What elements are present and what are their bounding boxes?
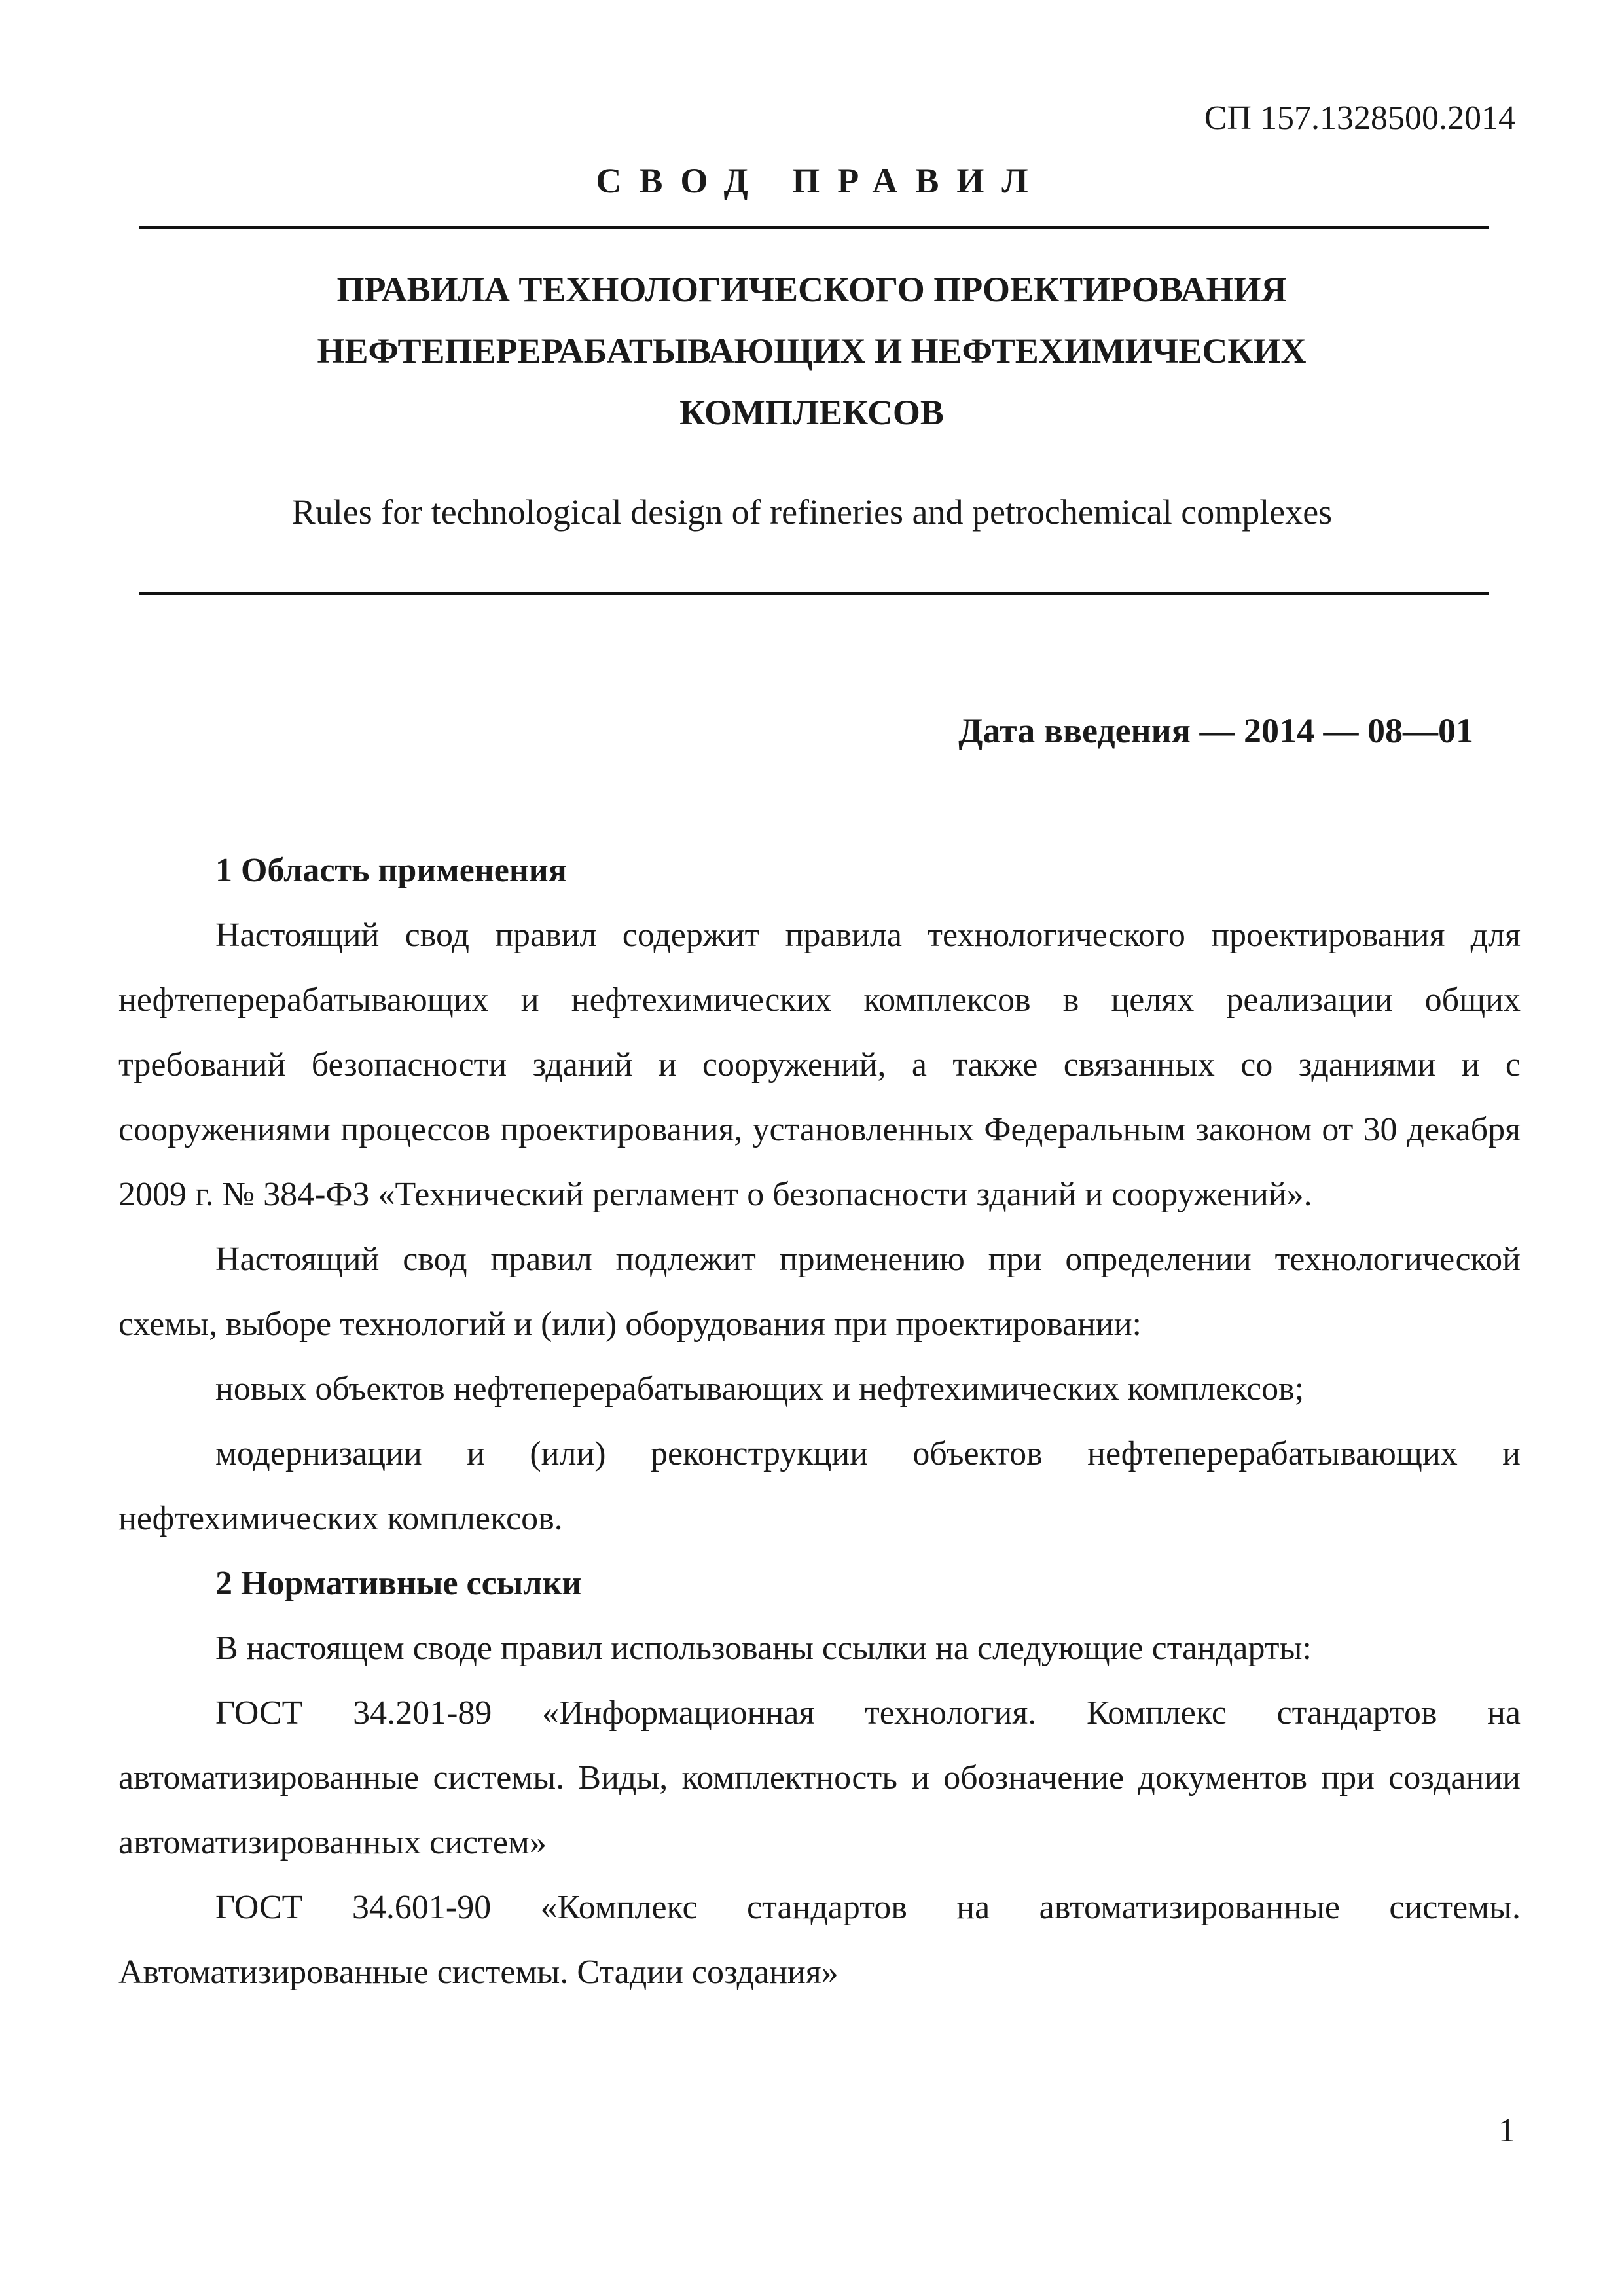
- title-line: КОМПЛЕКСОВ: [679, 393, 944, 432]
- bottom-divider: [139, 592, 1489, 595]
- introduction-date: Дата введения — 2014 — 08—01: [958, 711, 1473, 750]
- paragraph: модернизации и (или) реконструкции объектов нефтеперерабатывающих и нефтехимических комплексов.: [118, 1435, 1521, 1537]
- paragraph: Настоящий свод правил подлежит применению при определении технологической схемы, выборе технологий и (или) оборудования при проектировании:: [118, 1241, 1521, 1343]
- title-line: НЕФТЕПЕРЕРАБАТЫВАЮЩИХ И НЕФТЕХИМИЧЕСКИХ: [317, 331, 1307, 371]
- document-code: СП 157.1328500.2014: [1204, 100, 1515, 137]
- document-body: [118, 838, 1521, 2005]
- title-russian: [196, 259, 1427, 443]
- section-heading: 1 Область применения: [215, 852, 567, 889]
- paragraph: Настоящий свод правил содержит правила технологического проектирования для нефтеперерабатывающих и нефтехимических комплексов в целях реализации общих требований безопасности зданий и сооружений, а также связанных со зданиями и с сооружениями процессов проектирования, установленных Федеральным законом от 30 декабря 2009 г. № 384-ФЗ «Технический регламент о безопасности зданий и сооружений».: [118, 917, 1521, 1213]
- paragraph: В настоящем своде правил использованы ссылки на следующие стандарты:: [215, 1630, 1312, 1667]
- document-type-heading: СВОД ПРАВИЛ: [596, 161, 1046, 200]
- page-number: 1: [1498, 2112, 1515, 2149]
- title-english: Rules for technological design of refineries and petrochemical complexes: [291, 492, 1333, 532]
- top-divider: [139, 226, 1489, 229]
- section-heading: 2 Нормативные ссылки: [215, 1565, 582, 1602]
- title-line: ПРАВИЛА ТЕХНОЛОГИЧЕСКОГО ПРОЕКТИРОВАНИЯ: [336, 270, 1287, 309]
- paragraph: ГОСТ 34.601-90 «Комплекс стандартов на автоматизированные системы. Автоматизированные системы. Стадии создания»: [118, 1889, 1521, 1991]
- paragraph: ГОСТ 34.201-89 «Информационная технология. Комплекс стандартов на автоматизированные системы. Виды, комплектность и обозначение документов при создании автоматизированных систем»: [118, 1694, 1521, 1861]
- paragraph: новых объектов нефтеперерабатывающих и нефтехимических комплексов;: [215, 1370, 1305, 1408]
